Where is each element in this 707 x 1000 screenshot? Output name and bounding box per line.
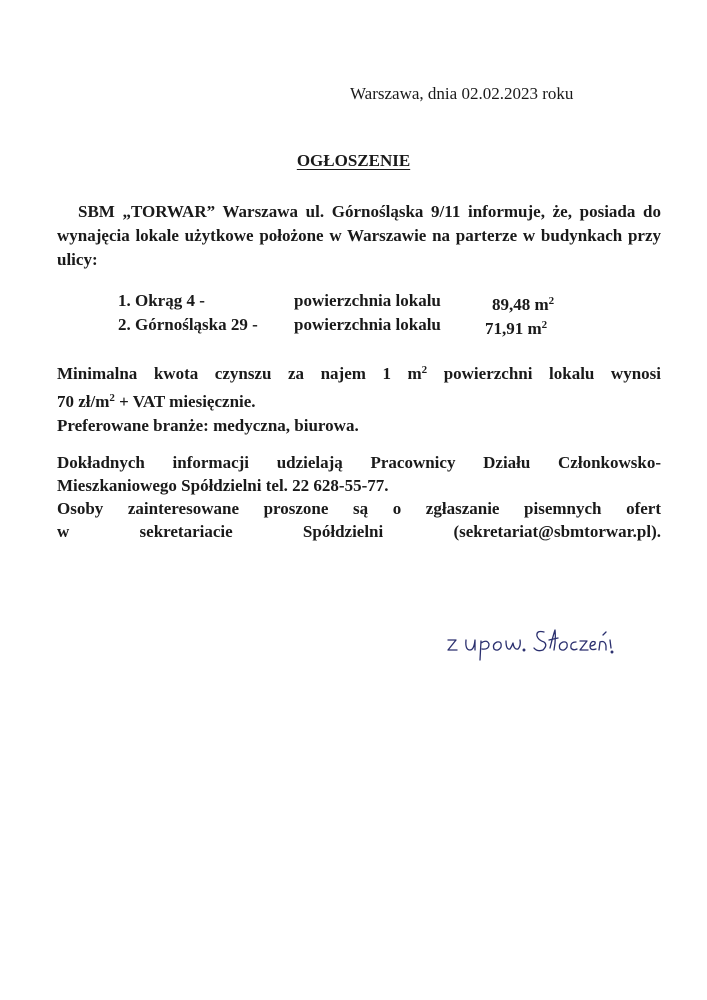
unit-desc: powierzchnia lokalu xyxy=(294,315,441,334)
announcement-title: OGŁOSZENIE xyxy=(296,151,411,170)
rent-line-1: Minimalna kwota czynszu za najem 1 $m^2$ powierzchni lokalu wynosi xyxy=(57,364,661,383)
unit-area: 89,48 $m^2$ xyxy=(492,295,555,314)
contact-line-3: Osoby zainteresowane proszone są o zgłaszanie pisemnych ofert xyxy=(57,499,661,518)
contact-line-1: Dokładnych informacji udzielają Pracownicy Działu Członkowsko- xyxy=(57,453,661,472)
date-line: Warszawa, dnia 02.02.2023 roku xyxy=(350,84,574,103)
contact-line-4: w sekretariacie Spółdzielni (sekretariat@sbmtorwar.pl). xyxy=(57,522,661,541)
unit-street: 1. Okrąg 4 - xyxy=(118,291,205,310)
rent-line-2: 70 $zł/m^2$ + VAT miesięcznie. xyxy=(57,392,256,411)
intro-paragraph: SBM „TORWAR” Warszawa ul. Górnośląska 9/11 informuje, że, posiada do wynajęcia lokale użytkowe położone w Warszawie na parterze w budynkach przy ulicy: xyxy=(57,202,661,269)
preferred-branches: Preferowane branże: medyczna, biurowa. xyxy=(57,416,359,435)
rent-paragraph xyxy=(57,358,661,438)
handwritten-signature xyxy=(440,626,620,666)
contact-line-2: Mieszkaniowego Spółdzielni tel. 22 628-55-77. xyxy=(57,476,389,495)
contact-paragraph xyxy=(57,451,661,543)
unit-street: 2. Górnośląska 29 - xyxy=(118,315,258,334)
unit-desc: powierzchnia lokalu xyxy=(294,291,441,310)
unit-area: 71,91 $m^2$ xyxy=(485,319,548,338)
